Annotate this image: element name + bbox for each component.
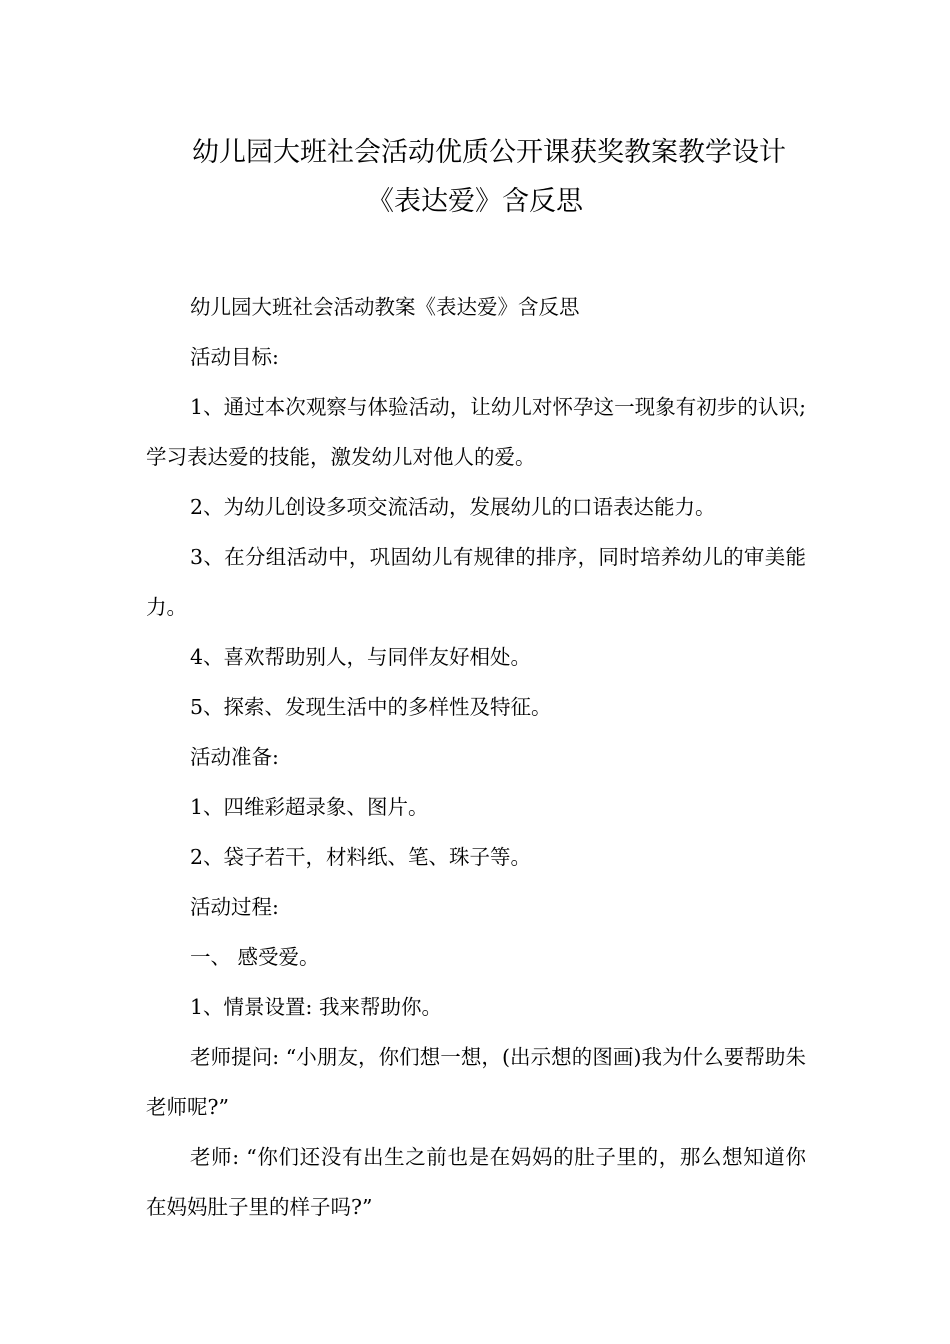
paragraph-goal-1: 1、通过本次观察与体验活动，让幼儿对怀孕这一现象有初步的认识;学习表达爱的技能，激发幼儿对他人的爱。 [146, 395, 806, 469]
paragraph-process-heading: 活动过程: [190, 895, 279, 919]
paragraph-teacher-question-2: 老师: “你们还没有出生之前也是在妈妈的肚子里的，那么想知道你在妈妈肚子里的样子吗?” [146, 1145, 806, 1219]
paragraph-goal-5: 5、探索、发现生活中的多样性及特征。 [190, 695, 552, 719]
document-body [146, 282, 806, 1232]
paragraph-goal-3: 3、在分组活动中，巩固幼儿有规律的排序，同时培养幼儿的审美能力。 [146, 545, 806, 619]
document-title-line-2: 《表达爱》含反思 [367, 186, 583, 217]
paragraph-goal-2: 2、为幼儿创设多项交流活动，发展幼儿的口语表达能力。 [190, 495, 716, 519]
paragraph-process-step-1: 1、情景设置: 我来帮助你。 [190, 995, 442, 1019]
paragraph-prep-1: 1、四维彩超录象、图片。 [190, 795, 429, 819]
paragraph-prep-heading: 活动准备: [190, 745, 279, 769]
paragraph-goals-heading: 活动目标: [190, 345, 279, 369]
paragraph-teacher-question-1: 老师提问: “小朋友，你们想一想，(出示想的图画)我为什么要帮助朱老师呢?” [146, 1045, 806, 1119]
document-title-line-1: 幼儿园大班社会活动优质公开课获奖教案教学设计 [192, 137, 786, 168]
paragraph-process-section-1: 一、 感受爱。 [190, 945, 320, 969]
paragraph-goal-4: 4、喜欢帮助别人，与同伴友好相处。 [190, 645, 532, 669]
paragraph-subtitle: 幼儿园大班社会活动教案《表达爱》含反思 [190, 295, 580, 319]
paragraph-prep-2: 2、袋子若干，材料纸、笔、珠子等。 [190, 845, 532, 869]
